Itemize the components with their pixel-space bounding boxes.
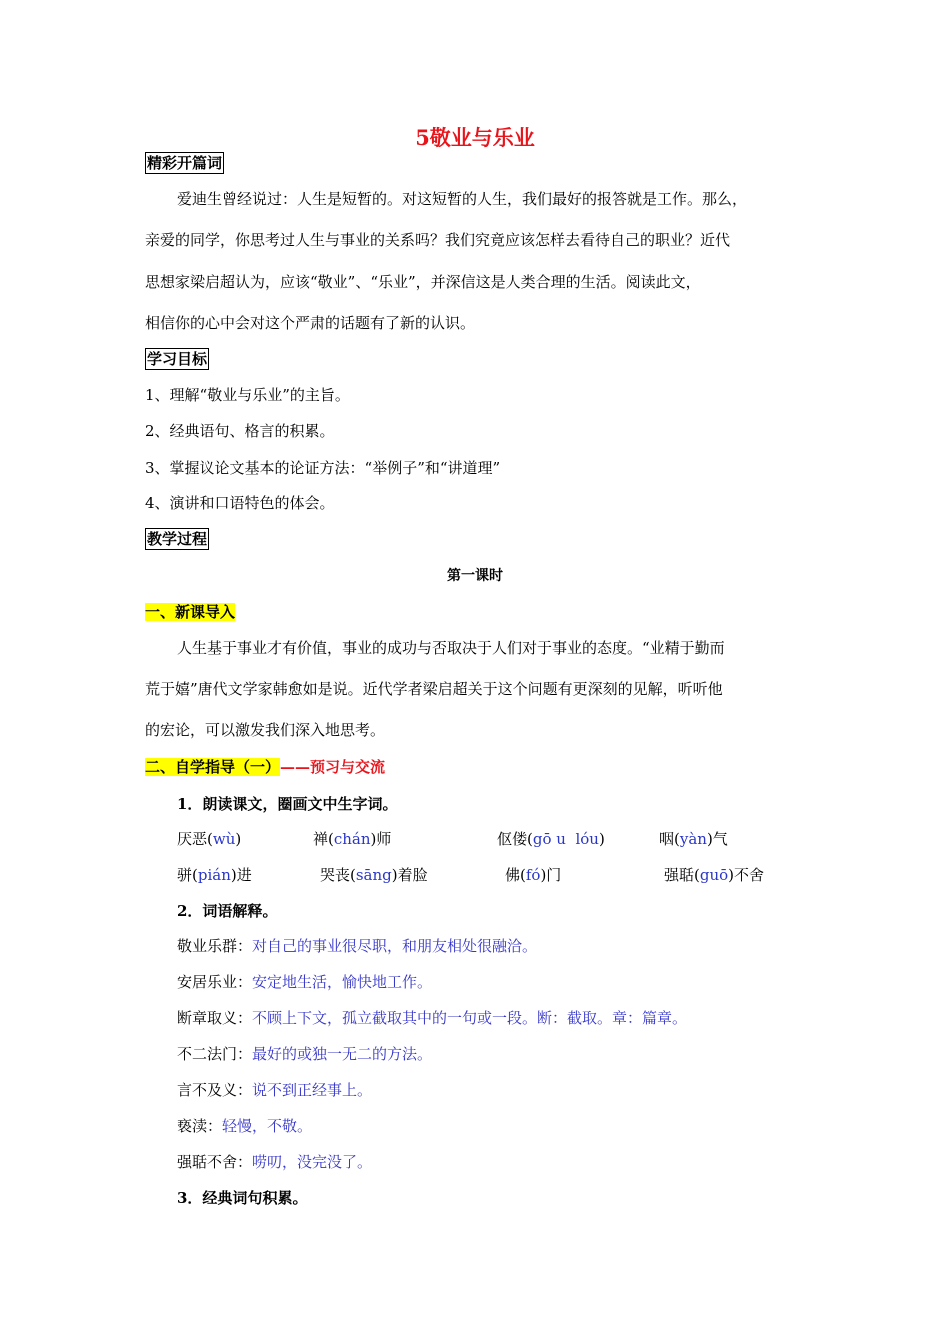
vocab-word <box>177 829 241 849</box>
part2-heading-highlight: 二、自学指导（一） <box>145 758 281 776</box>
glossary-term: 亵渎： <box>177 1117 223 1135</box>
glossary-term: 敬业乐群： <box>177 937 253 955</box>
vocab-word <box>177 865 252 885</box>
glossary-definition: 唠叨，没完没了。 <box>252 1153 373 1171</box>
vocab-pinyin: yàn <box>679 830 707 848</box>
glossary-definition: 说不到正经事上。 <box>252 1081 373 1099</box>
part1-heading <box>145 602 235 622</box>
step-3: 3．经典词句积累。 <box>177 1189 308 1207</box>
glossary-entry <box>177 972 432 992</box>
vocab-pinyin: pián <box>197 866 231 884</box>
glossary-term: 言不及义： <box>177 1081 253 1099</box>
vocab-char: 禅( <box>313 830 334 848</box>
step-2: 2．词语解释。 <box>177 902 278 920</box>
goal-item: 3、掌握议论文基本的论证方法：“举例子”和“讲道理” <box>145 459 501 477</box>
vocab-word <box>320 865 428 885</box>
vocab-char: )着脸 <box>391 866 428 884</box>
vocab-char: )气 <box>706 830 728 848</box>
vocab-char: )进 <box>230 866 252 884</box>
vocab-word <box>664 865 764 885</box>
goal-item: 1、理解“敬业与乐业”的主旨。 <box>145 386 350 404</box>
vocab-word <box>497 829 605 849</box>
intro-line: 爱迪生曾经说过：人生是短暂的。对这短暂的人生，我们最好的报答就是工作。那么， <box>177 190 748 208</box>
vocab-char: 强聒( <box>664 866 700 884</box>
lesson-title: 第一课时 <box>447 568 503 584</box>
glossary-entry <box>177 1116 312 1136</box>
vocab-char: ) <box>598 830 605 848</box>
part1-heading-text: 一、新课导入 <box>145 603 236 621</box>
vocab-char: 骈( <box>177 866 198 884</box>
glossary-definition: 对自己的事业很尽职，和朋友相处很融洽。 <box>252 937 538 955</box>
glossary-term: 断章取义： <box>177 1009 253 1027</box>
vocab-char: )不舍 <box>728 866 765 884</box>
glossary-entry <box>177 1152 372 1172</box>
glossary-definition: 最好的或独一无二的方法。 <box>252 1045 433 1063</box>
glossary-definition: 安定地生活，愉快地工作。 <box>252 973 433 991</box>
vocab-char: )门 <box>540 866 562 884</box>
vocab-char: ) <box>235 830 242 848</box>
goal-item: 4、演讲和口语特色的体会。 <box>145 494 335 512</box>
intro-line: 思想家梁启超认为，应该“敬业”、“乐业”，并深信这是人类合理的生活。阅读此文， <box>145 273 701 291</box>
vocab-char: 厌恶( <box>177 830 213 848</box>
glossary-entry <box>177 1044 432 1064</box>
vocab-char: 咽( <box>659 830 680 848</box>
glossary-entry <box>177 1008 687 1028</box>
section-heading-process: 教学过程 <box>147 530 208 548</box>
glossary-term: 不二法门： <box>177 1045 253 1063</box>
step-1: 1．朗读课文，圈画文中生字词。 <box>177 795 398 813</box>
vocab-pinyin: sāng <box>355 866 392 884</box>
intro-line: 亲爱的同学，你思考过人生与事业的关系吗？我们究竟应该怎样去看待自己的职业？近代 <box>145 231 731 249</box>
intro-line: 相信你的心中会对这个严肃的话题有了新的认识。 <box>145 314 476 332</box>
part1-line: 人生基于事业才有价值，事业的成功与否取决于人们对于事业的态度。“业精于勤而 <box>177 639 725 657</box>
glossary-entry <box>177 1080 372 1100</box>
vocab-char: 哭丧( <box>320 866 356 884</box>
vocab-pinyin: fó <box>525 866 541 884</box>
vocab-char: 佛( <box>505 866 526 884</box>
glossary-term: 安居乐业： <box>177 973 253 991</box>
vocab-char: )师 <box>370 830 392 848</box>
vocab-word <box>505 865 561 885</box>
vocab-pinyin: chán <box>333 830 371 848</box>
glossary-definition: 轻慢，不敬。 <box>222 1117 313 1135</box>
section-heading-goals: 学习目标 <box>147 350 208 368</box>
vocab-char: 伛偻( <box>497 830 533 848</box>
part2-heading <box>145 757 385 777</box>
glossary-definition: 不顾上下文，孤立截取其中的一句或一段。断：截取。章：篇章。 <box>252 1009 688 1027</box>
glossary-entry <box>177 936 537 956</box>
section-heading-intro: 精彩开篇词 <box>147 154 223 172</box>
vocab-word <box>659 829 728 849</box>
vocab-pinyin: guō <box>699 866 729 884</box>
vocab-pinyin: wù <box>212 830 236 848</box>
part1-line: 荒于嬉”唐代文学家韩愈如是说。近代学者梁启超关于这个问题有更深刻的见解，听听他 <box>145 680 723 698</box>
vocab-pinyin: gō u lóu <box>532 830 599 848</box>
goal-item: 2、经典语句、格言的积累。 <box>145 422 335 440</box>
glossary-term: 强聒不舍： <box>177 1153 253 1171</box>
part2-heading-rest: ——预习与交流 <box>280 758 386 776</box>
vocab-word <box>313 829 391 849</box>
part1-line: 的宏论，可以激发我们深入地思考。 <box>145 721 386 739</box>
page-title: 5敬业与乐业 <box>415 125 535 150</box>
